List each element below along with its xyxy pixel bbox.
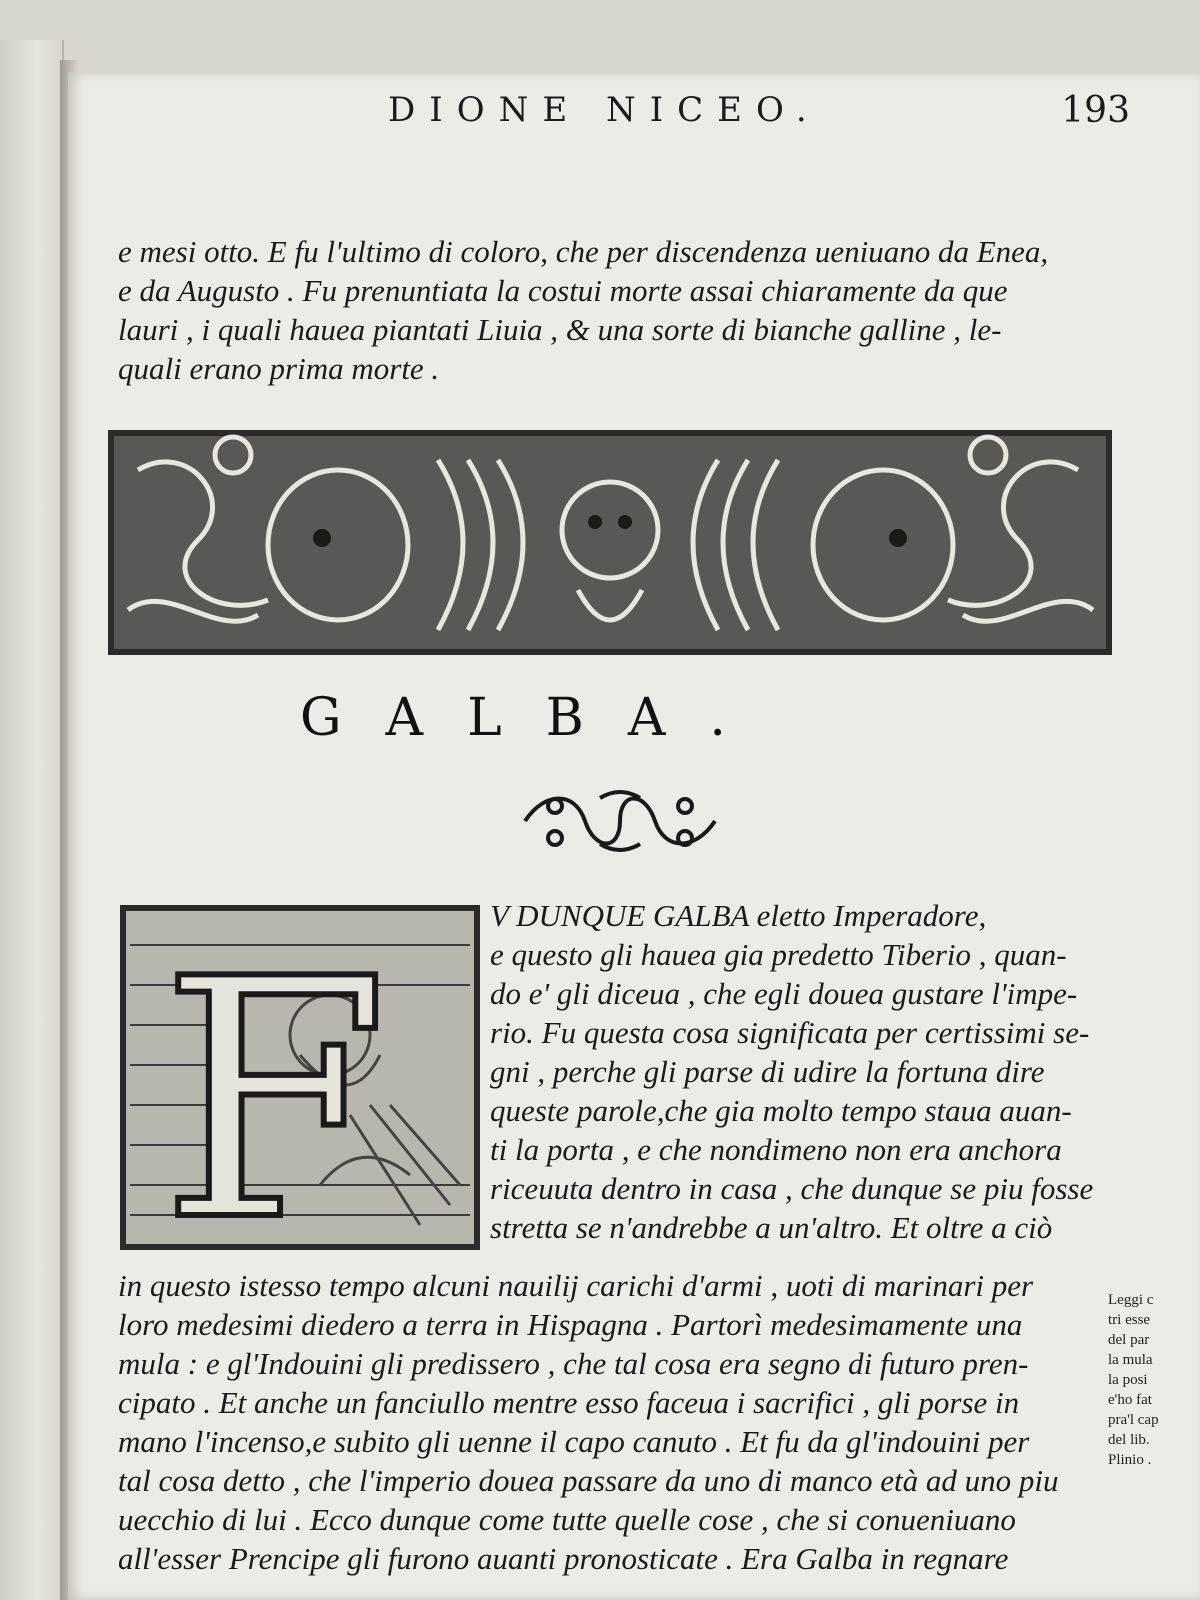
- drop-cap-letter: F: [160, 909, 389, 1250]
- drop-cap-paragraph: [490, 896, 1130, 1247]
- text-line: V DUNQUE GALBA eletto Imperadore,: [490, 898, 987, 933]
- text-line: e da Augusto . Fu prenuntiata la costui morte assai chiaramente da que: [118, 273, 1008, 308]
- text-line: mula : e gl'Indouini gli predissero , che tal cosa era segno di futuro pren-: [118, 1346, 1029, 1381]
- margin-note-line: la mula: [1108, 1352, 1153, 1368]
- margin-note-line: del lib.: [1108, 1432, 1150, 1448]
- text-line: uecchio di lui . Ecco dunque come tutte quelle cose , che si conueniuano: [118, 1502, 1016, 1537]
- text-line: queste parole,che gia molto tempo staua auan-: [490, 1093, 1072, 1128]
- facing-page-edge: [0, 40, 64, 1600]
- margin-note-line: la posi: [1108, 1372, 1148, 1388]
- text-line: mano l'incenso,e subito gli uenne il capo canuto . Et fu da gl'indouini per: [118, 1424, 1030, 1459]
- margin-note-line: del par: [1108, 1332, 1150, 1348]
- text-line: e questo gli hauea gia predetto Tiberio , quan-: [490, 937, 1067, 972]
- text-line: do e' gli diceua , che egli douea gustare l'impe-: [490, 976, 1078, 1011]
- text-line: quali erano prima morte .: [118, 351, 440, 386]
- text-line: cipato . Et anche un fanciullo mentre esso faceua i sacrifici , gli porse in: [118, 1385, 1020, 1420]
- body-paragraph: [118, 1266, 1108, 1578]
- margin-note-line: Plinio .: [1108, 1452, 1152, 1468]
- top-paragraph: [118, 232, 1138, 388]
- running-head: DIONE NICEO.: [388, 90, 821, 130]
- margin-note-line: Leggi c: [1108, 1292, 1154, 1308]
- fleuron-ornament: [515, 786, 725, 856]
- text-line: lauri , i quali hauea piantati Liuia , & una sorte di bianche galline , le-: [118, 312, 1002, 347]
- text-line: rio. Fu questa cosa significata per certissimi se-: [490, 1015, 1090, 1050]
- page-number: 193: [1061, 90, 1130, 131]
- chapter-title: GALBA.: [300, 688, 770, 748]
- woodcut-initial: [120, 905, 480, 1250]
- text-line: gni , perche gli parse di udire la fortuna dire: [490, 1054, 1045, 1089]
- text-line: in questo istesso tempo alcuni nauilij carichi d'armi , uoti di marinari per: [118, 1268, 1034, 1303]
- text-line: loro medesimi diedero a terra in Hispagna . Partorì medesimamente una: [118, 1307, 1023, 1342]
- page-header: [120, 90, 1130, 140]
- text-line: ti la porta , e che nondimeno non era anchora: [490, 1132, 1062, 1167]
- margin-note-line: e'ho fat: [1108, 1392, 1152, 1408]
- text-line: stretta se n'andrebbe a un'altro. Et oltre a ciò: [490, 1210, 1053, 1245]
- text-line: all'esser Prencipe gli furono auanti pronosticate . Era Galba in regnare: [118, 1541, 1009, 1576]
- margin-note: [1108, 1290, 1200, 1470]
- woodcut-headpiece: [108, 430, 1112, 655]
- text-line: riceuuta dentro in casa , che dunque se piu fosse: [490, 1171, 1094, 1206]
- margin-note-line: pra'l cap: [1108, 1412, 1159, 1428]
- text-line: tal cosa detto , che l'imperio douea passare da uno di manco età ad uno piu: [118, 1463, 1059, 1498]
- text-line: e mesi otto. E fu l'ultimo di coloro, che per discendenza ueniuano da Enea,: [118, 234, 1049, 269]
- margin-note-line: tri esse: [1108, 1312, 1151, 1328]
